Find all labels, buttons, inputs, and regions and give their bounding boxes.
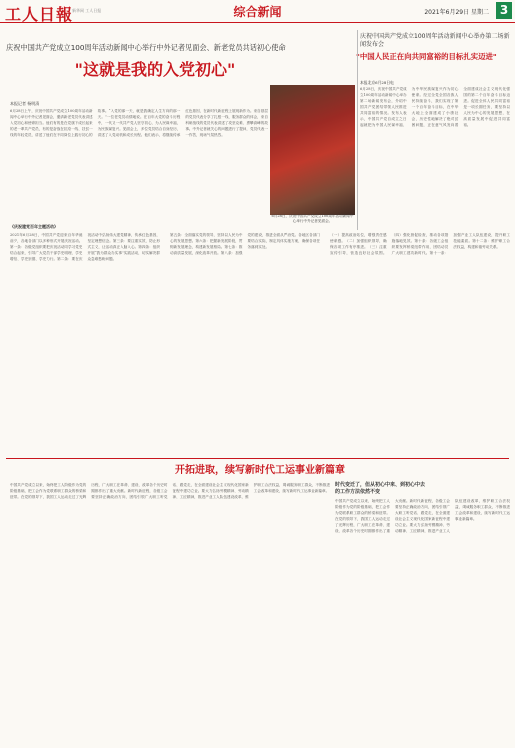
page-number-badge: 3 <box>496 2 512 19</box>
lead-photo <box>270 85 355 223</box>
middle-right-body: （一）提高政治站位，增强责任感使命感。（二）加强组织领导，确保各项工作有序推进。（三）注重宣传引导，营造良好社会氛围。（四）强化督促检查，推动各项措施落地见效。第十条：各级工会组织要发挥桥梁纽带作用，团结动员广大职工建功新时代。第十一条：加强产业工人队伍建设，提升职工技能素质。第十二条：维护职工合法权益，构建和谐劳动关系。 <box>330 233 510 255</box>
newspaper-logo: 工人日報 <box>5 5 74 24</box>
middle-left-body: 2021年6月28日，中国共产党迎来百年华诞前夕，各地各部门以多种形式开展庆祝活动。第一条：各级党组织要把庆祝活动同学习党史结合起来，引导广大党员干部学史明理、学史增信、学史崇德、学史力行。第二条：要在庆祝活动中弘扬伟大建党精神，传承红色基因，坚定理想信念。第三条：要注重实效，防止形式主义，让活动真正入脑入心。第四条：组织开展“我为群众办实事”实践活动，切实解决群众急难愁盼问题。 <box>10 233 160 261</box>
middle-center-body: 第五条：全面落实党的领导，坚持以人民为中心的发展思想。第六条：把握新发展阶段，贯彻新发展理念，构建新发展格局。第七条：推动高质量发展，深化改革开放。第八条：加强党的建设，推进全面从严治党。各地区各部门要结合实际，制定具体实施方案，确保各项任务落到实处。 <box>170 233 320 255</box>
bottom-right-body: 中国共产党成立以来，始终把工人阶级作为党的阶级基础，把工会作为党联系职工群众的桥梁和纽带。在党的领导下，我国工人运动走过了光辉历程，广大职工在革命、建设、改革各个历史时期都作出了重大贡献。新时代新征程，各级工会要坚持正确政治方向，团结引领广大职工听党话、跟党走，在全面建设社会主义现代化国家新征程中建功立业。要大力弘扬劳模精神、劳动精神、工匠精神，推进产业工人队伍建设改革，维护职工合法权益，竭诚服务职工群众，不断推进工会改革和建设，续写新时代工运事业新篇章。 <box>335 499 510 533</box>
masthead-subtitle: 新华网 工人日报 <box>72 8 102 13</box>
issue-date: 2021年6月29日 星期二 <box>424 9 489 16</box>
right-kicker: 庆祝中国共产党成立100周年活动新闻中心举办第二场新闻发布会 <box>360 33 510 48</box>
bottom-headline: 开拓进取，续写新时代工运事业新篇章 <box>175 465 345 476</box>
photo-caption: 6月28日，庆祝中国共产党成立100周年活动新闻中心举行中外记者见面会。 <box>271 214 354 223</box>
right-byline: 本报北京6月28日电 <box>360 80 394 85</box>
section-divider <box>6 458 509 459</box>
right-body: 6月28日，庆祝中国共产党成立100周年活动新闻中心举办第二场新闻发布会，介绍中国共产党团结带领人民推进共同富裕的情况。发布人表示，中国共产党自成立之日起就把为中国人民谋幸福、为中华民族谋复兴作为初心使命。经过全党全国各族人民持续奋斗，我们实现了第一个百年奋斗目标，在中华大地上全面建成了小康社会，历史性地解决了绝对贫困问题，正在意气风发向着全面建成社会主义现代化强国的第二个百年奋斗目标迈进。促进全体人民共同富裕是一项长期任务，要坚持以人民为中心的发展思想，在高质量发展中促进共同富裕。 <box>360 87 510 127</box>
bottom-subhead: 时代变迁了，但从初心中来、到初心中去的工作方法依然不变 <box>335 482 426 495</box>
lead-headline: "这就是我的入党初心" <box>74 60 236 79</box>
masthead <box>0 0 515 23</box>
lead-kicker: 庆祝中国共产党成立100周年活动新闻中心举行中外记者见面会、新老党员共话初心使命 <box>6 43 286 52</box>
lead-body: 6月28日上午，庆祝中国共产党成立100周年活动新闻中心举行中外记者见面会，邀请新老党员代表讲述入党初心和使命担当。他们有的是在党旗下成长起来的老一辈共产党员，有的是奋战在抗疫一线、扶贫一线的年轻党员，讲述了他们在不同岗位上践行初心的故事。“入党的那一天，就是我确定人生方向的那一天。”一位老党员动情地说。在百年大党的奋斗历程中，一代又一代共产党人坚守初心，为人民谋幸福，为民族谋复兴。见面会上，多位党员结合自身经历，讲述了入党动机和成长历程。他们表示，将继续传承红色基因，在新时代新征程上展现新作为。来自基层的党员代表分享了扎根一线、服务群众的体会，来自科研战线的党员代表讲述了攻坚克难、勇攀高峰的故事。中外记者就关心的问题进行了提问，党员代表一一作答，现场气氛热烈。 <box>10 109 268 137</box>
lead-byline: 本报记者 杨明清 <box>10 101 40 106</box>
bottom-body: 中国共产党成立以来，始终把工人阶级作为党的阶级基础，把工会作为党联系职工群众的桥梁和纽带。在党的领导下，我国工人运动走过了光辉历程，广大职工在革命、建设、改革各个历史时期都作出了重大贡献。新时代新征程，各级工会要坚持正确政治方向，团结引领广大职工听党话、跟党走，在全面建设社会主义现代化国家新征程中建功立业。要大力弘扬劳模精神、劳动精神、工匠精神，推进产业工人队伍建设改革，维护职工合法权益，竭诚服务职工群众，不断推进工会改革和建设，续写新时代工运事业新篇章。 <box>10 483 330 499</box>
column-divider <box>357 30 358 230</box>
section-title: 综合新闻 <box>233 5 282 19</box>
right-headline: "中国人民正在向共同富裕的目标扎实迈进" <box>356 52 497 61</box>
middle-left-heading: 《庆祝建党百年主题活动》 <box>10 224 58 229</box>
